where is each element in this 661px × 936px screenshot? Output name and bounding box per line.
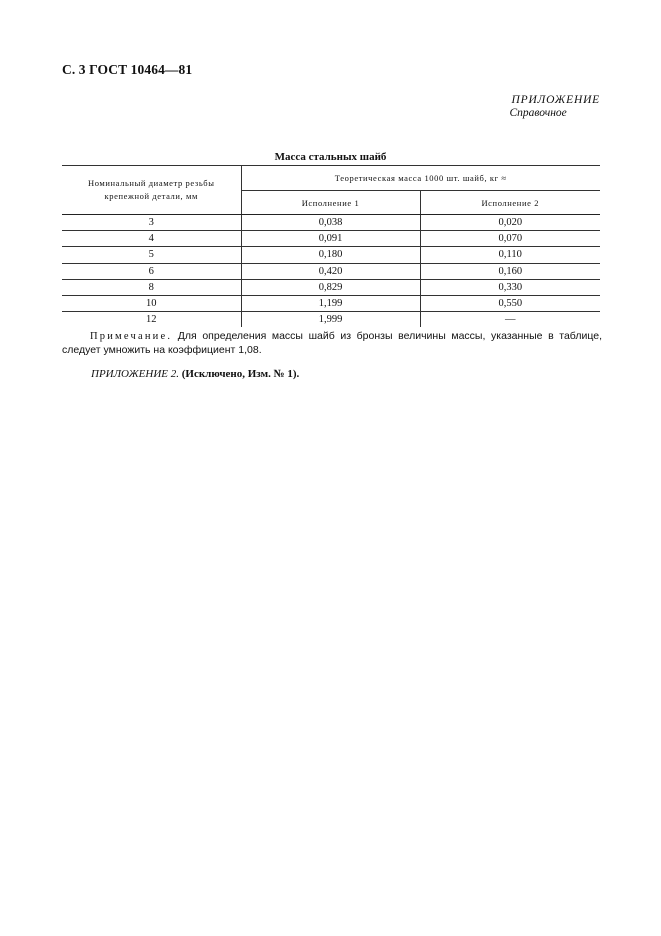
note-text: Для определения массы шайб из бронзы величины массы, указанные в таблице, следует умножить на коэффициент 1,08. [62,330,602,356]
column-header-diameter-line2: крепежной детали, мм [104,191,198,201]
column-header-execution-2: Исполнение 2 [420,191,600,215]
table-row [62,263,600,279]
appendix-heading [509,94,600,120]
cell-execution-1: 0,038 [241,215,420,231]
cell-diameter: 4 [62,231,241,247]
column-header-execution-1: Исполнение 1 [241,191,420,215]
cell-execution-1: 0,829 [241,279,420,295]
cell-execution-1: 0,420 [241,263,420,279]
cell-diameter: 6 [62,263,241,279]
table-row [62,215,600,231]
table-note [62,330,602,356]
page-header: С. 3 ГОСТ 10464—81 [62,62,193,77]
cell-execution-2: — [505,314,516,326]
cell-execution-1: 0,180 [241,247,420,263]
washer-mass-table [62,165,600,327]
table-row [62,231,600,247]
column-header-theoretical-mass: Теоретическая масса 1000 шт. шайб, кг ≈ [241,166,600,191]
appendix-subtitle: Справочное [509,107,567,119]
appendix-2-line [91,368,299,380]
table-row [62,295,600,311]
appendix-title: ПРИЛОЖЕНИЕ [511,94,600,106]
table-row [62,312,600,328]
cell-diameter: 3 [62,215,241,231]
cell-diameter: 5 [62,247,241,263]
cell-execution-1: 1,199 [241,295,420,311]
cell-execution-2: 0,070 [420,231,600,247]
cell-execution-2: 0,110 [420,247,600,263]
note-label: Примечание. [90,331,173,342]
appendix-2-label: ПРИЛОЖЕНИЕ 2. [91,368,179,380]
cell-execution-2: 0,550 [420,295,600,311]
table-title: Масса стальных шайб [274,151,387,163]
appendix-2-text: (Исключено, Изм. № 1). [181,368,300,380]
column-header-diameter [62,166,241,215]
cell-execution-1: 1,999 [241,312,420,328]
column-header-diameter-line1: Номинальный диаметр резьбы [87,178,215,188]
cell-execution-1: 0,091 [241,231,420,247]
cell-execution-2: 0,330 [420,279,600,295]
cell-diameter: 10 [62,295,241,311]
cell-execution-2: 0,020 [420,215,600,231]
cell-diameter: 8 [62,279,241,295]
table-row [62,279,600,295]
cell-execution-2: 0,160 [420,263,600,279]
table-row [62,247,600,263]
cell-diameter: 12 [62,312,241,328]
